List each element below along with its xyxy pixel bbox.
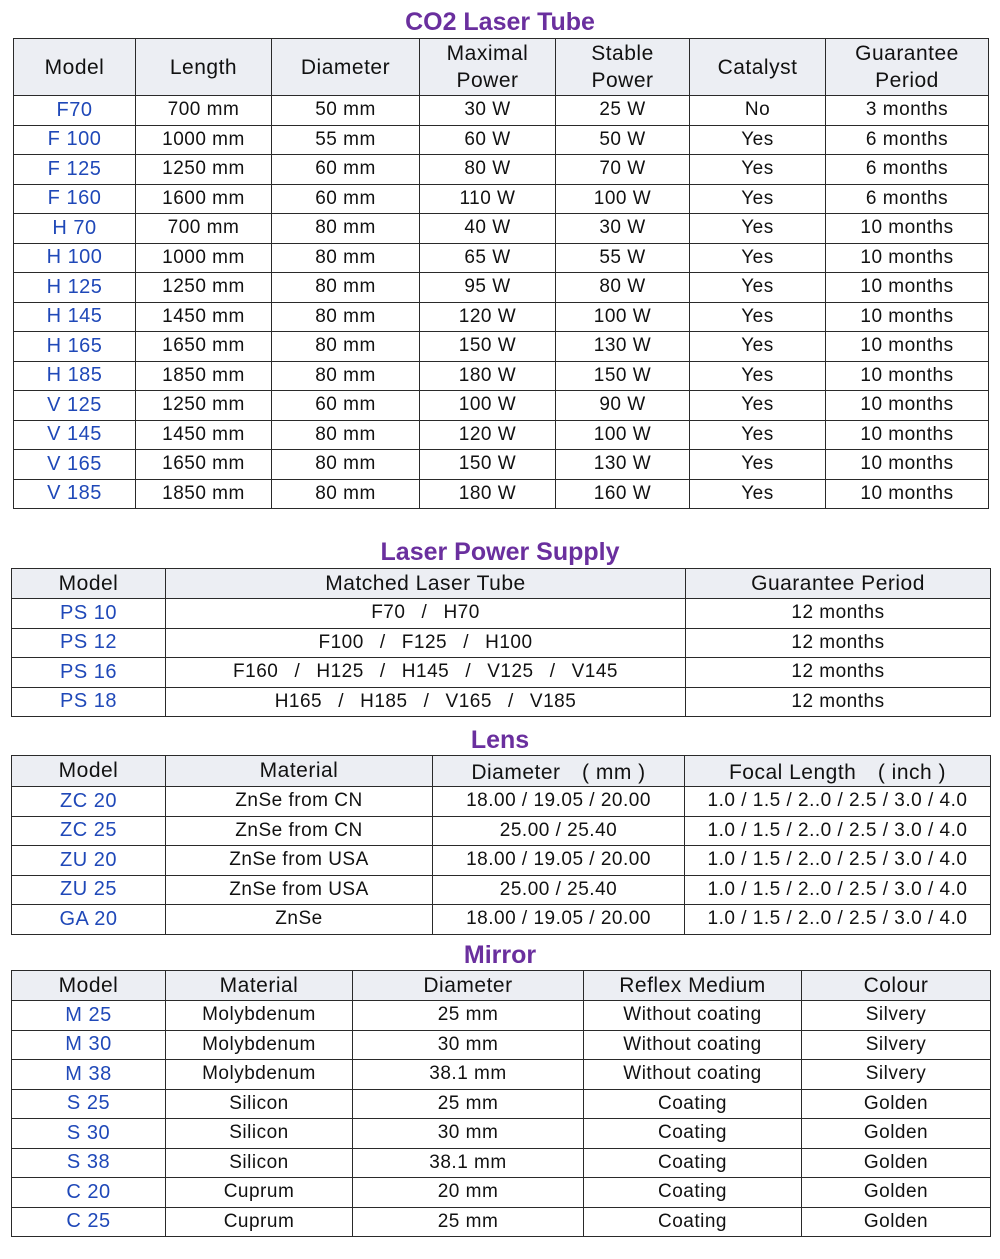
tube-model: F70 (371, 602, 406, 624)
table-cell: 30 W (556, 214, 690, 244)
lens-header (12, 756, 991, 787)
table-cell: 25.00 / 25.40 (433, 875, 685, 905)
table-cell: 90 W (556, 391, 690, 421)
co2-tube-row (14, 361, 989, 391)
table-cell: 10 months (826, 450, 989, 480)
lens-table (11, 755, 991, 935)
separator: / (463, 631, 469, 653)
model-cell: H 70 (14, 214, 136, 244)
table-cell: Yes (690, 302, 826, 332)
table-cell: 25 W (556, 96, 690, 126)
mirror-row (12, 1148, 991, 1178)
mirror-row (12, 1030, 991, 1060)
tube-model: V125 (487, 661, 534, 683)
table-cell: 60 W (420, 125, 556, 155)
table-cell: 1.0 / 1.5 / 2..0 / 2.5 / 3.0 / 4.0 (685, 787, 991, 817)
table-cell: Yes (690, 479, 826, 509)
table-cell: Without coating (584, 1060, 802, 1090)
co2-tube-row (14, 125, 989, 155)
model-cell: ZC 20 (12, 787, 166, 817)
table-cell: 1650 mm (136, 450, 272, 480)
co2-tube-row (14, 332, 989, 362)
table-cell: Molybdenum (166, 1001, 353, 1031)
separator: / (294, 661, 301, 683)
column-header: Maximal Power (420, 39, 556, 96)
mirror-table (11, 970, 991, 1237)
table-cell: 10 months (826, 332, 989, 362)
table-cell: Yes (690, 214, 826, 244)
table-cell: 55 W (556, 243, 690, 273)
matched-tubes-cell (166, 687, 686, 717)
model-cell: PS 18 (12, 687, 166, 717)
table-cell: 25 mm (353, 1001, 584, 1031)
table-cell: 65 W (420, 243, 556, 273)
table-cell: Golden (802, 1148, 991, 1178)
table-cell: 25.00 / 25.40 (433, 816, 685, 846)
co2-tube-row (14, 184, 989, 214)
table-cell: Coating (584, 1148, 802, 1178)
table-cell: 80 mm (272, 361, 420, 391)
table-cell: 1.0 / 1.5 / 2..0 / 2.5 / 3.0 / 4.0 (685, 905, 991, 935)
co2-tube-title: CO2 Laser Tube (405, 8, 595, 36)
model-cell: S 38 (12, 1148, 166, 1178)
table-cell: 100 W (556, 184, 690, 214)
table-cell: No (690, 96, 826, 126)
table-cell: 180 W (420, 361, 556, 391)
model-cell: C 20 (12, 1178, 166, 1208)
separator: / (421, 602, 428, 624)
table-cell: Silvery (802, 1030, 991, 1060)
table-cell: Yes (690, 332, 826, 362)
tube-model: V185 (529, 690, 577, 712)
matched-tubes-cell (166, 599, 686, 629)
table-cell: 10 months (826, 391, 989, 421)
model-cell: H 125 (14, 273, 136, 303)
column-header: Stable Power (556, 39, 690, 96)
table-cell: 130 W (556, 450, 690, 480)
table-cell: Silvery (802, 1060, 991, 1090)
column-header: Reflex Medium (584, 971, 802, 1001)
co2-tube-row (14, 155, 989, 185)
table-cell: Without coating (584, 1030, 802, 1060)
table-cell: 30 mm (353, 1119, 584, 1149)
table-cell: 60 mm (272, 391, 420, 421)
separator: / (423, 690, 430, 712)
power-supply-row (12, 687, 991, 717)
co2-tube-row (14, 450, 989, 480)
model-cell: ZU 20 (12, 846, 166, 876)
column-header: Diameter (353, 971, 584, 1001)
mirror-header (12, 971, 991, 1001)
co2-tube-row (14, 96, 989, 126)
column-header: Diameter (272, 39, 420, 96)
lens-row (12, 875, 991, 905)
table-cell: 700 mm (136, 96, 272, 126)
table-cell: 1450 mm (136, 420, 272, 450)
column-header: Model (12, 756, 166, 787)
table-cell: Cuprum (166, 1207, 353, 1237)
separator: / (379, 661, 386, 683)
tube-model: H145 (401, 661, 450, 683)
table-cell: 100 W (420, 391, 556, 421)
table-cell: 55 mm (272, 125, 420, 155)
tube-model: H125 (316, 661, 364, 683)
table-cell: 150 W (420, 450, 556, 480)
table-cell: Silvery (802, 1001, 991, 1031)
table-cell: Silicon (166, 1119, 353, 1149)
co2-tube-row (14, 420, 989, 450)
table-cell: 1250 mm (136, 155, 272, 185)
table-cell: 25 mm (353, 1207, 584, 1237)
table-cell: 6 months (826, 184, 989, 214)
table-cell: Yes (690, 273, 826, 303)
table-cell: 1.0 / 1.5 / 2..0 / 2.5 / 3.0 / 4.0 (685, 816, 991, 846)
table-cell: 80 mm (272, 214, 420, 244)
table-cell: 80 mm (272, 273, 420, 303)
table-cell: 1850 mm (136, 479, 272, 509)
table-cell: 1000 mm (136, 243, 272, 273)
table-cell: 60 mm (272, 155, 420, 185)
power-supply-header (12, 569, 991, 599)
table-cell: 1.0 / 1.5 / 2..0 / 2.5 / 3.0 / 4.0 (685, 875, 991, 905)
table-cell: Yes (690, 391, 826, 421)
table-cell: 50 mm (272, 96, 420, 126)
table-cell: Silicon (166, 1089, 353, 1119)
model-cell: M 25 (12, 1001, 166, 1031)
column-header: Model (12, 971, 166, 1001)
table-cell: Yes (690, 361, 826, 391)
table-cell: 12 months (686, 687, 991, 717)
table-cell: 12 months (686, 599, 991, 629)
power-supply-title: Laser Power Supply (380, 538, 620, 566)
table-cell: 1600 mm (136, 184, 272, 214)
model-cell: GA 20 (12, 905, 166, 935)
column-header: Model (12, 569, 166, 599)
co2-tube-row (14, 391, 989, 421)
table-cell: Coating (584, 1119, 802, 1149)
table-cell: 30 mm (353, 1030, 584, 1060)
table-cell: 38.1 mm (353, 1148, 584, 1178)
table-cell: 180 W (420, 479, 556, 509)
mirror-row (12, 1001, 991, 1031)
table-cell: 120 W (420, 302, 556, 332)
power-supply-row (12, 658, 991, 688)
tube-model: H185 (360, 690, 408, 712)
table-cell: Without coating (584, 1001, 802, 1031)
column-header: Focal Length ( inch ) (685, 756, 991, 787)
table-cell: Yes (690, 184, 826, 214)
column-header: Colour (802, 971, 991, 1001)
table-cell: Cuprum (166, 1178, 353, 1208)
model-cell: PS 12 (12, 628, 166, 658)
model-cell: S 25 (12, 1089, 166, 1119)
table-cell: 18.00 / 19.05 / 20.00 (433, 846, 685, 876)
table-cell: 12 months (686, 658, 991, 688)
table-cell: Coating (584, 1178, 802, 1208)
table-cell: 20 mm (353, 1178, 584, 1208)
co2-tube-row (14, 302, 989, 332)
table-cell: 1650 mm (136, 332, 272, 362)
table-cell: 95 W (420, 273, 556, 303)
tube-model: F125 (401, 631, 448, 653)
table-cell: 12 months (686, 628, 991, 658)
mirror-row (12, 1089, 991, 1119)
column-header: Guarantee Period (826, 39, 989, 96)
co2-tube-header (14, 39, 989, 96)
table-cell: 700 mm (136, 214, 272, 244)
mirror-row (12, 1178, 991, 1208)
table-cell: ZnSe from USA (166, 875, 433, 905)
separator: / (465, 661, 472, 683)
tube-model: F100 (318, 631, 364, 653)
table-cell: 120 W (420, 420, 556, 450)
column-header: Material (166, 971, 353, 1001)
table-cell: 100 W (556, 420, 690, 450)
tube-model: F160 (233, 661, 279, 683)
table-cell: 130 W (556, 332, 690, 362)
lens-row (12, 846, 991, 876)
column-header: Guarantee Period (686, 569, 991, 599)
table-cell: 10 months (826, 479, 989, 509)
power-supply-row (12, 628, 991, 658)
table-cell: 1250 mm (136, 391, 272, 421)
column-header: Matched Laser Tube (166, 569, 686, 599)
column-header: Length (136, 39, 272, 96)
table-cell: 3 months (826, 96, 989, 126)
table-cell: ZnSe from USA (166, 846, 433, 876)
table-cell: 80 W (556, 273, 690, 303)
table-cell: 38.1 mm (353, 1060, 584, 1090)
co2-tube-row (14, 243, 989, 273)
table-cell: Yes (690, 125, 826, 155)
model-cell: ZU 25 (12, 875, 166, 905)
lens-row (12, 905, 991, 935)
table-cell: 80 W (420, 155, 556, 185)
table-cell: 10 months (826, 302, 989, 332)
table-cell: 40 W (420, 214, 556, 244)
mirror-title: Mirror (463, 941, 537, 969)
table-cell: Yes (690, 420, 826, 450)
column-header: Material (166, 756, 433, 787)
table-cell: Coating (584, 1089, 802, 1119)
table-cell: 1850 mm (136, 361, 272, 391)
power-supply-row (12, 599, 991, 629)
table-cell: 80 mm (272, 243, 420, 273)
table-cell: ZnSe (166, 905, 433, 935)
model-cell: PS 10 (12, 599, 166, 629)
column-header: Model (14, 39, 136, 96)
table-cell: 150 W (556, 361, 690, 391)
table-cell: 150 W (420, 332, 556, 362)
model-cell: PS 16 (12, 658, 166, 688)
table-cell: 10 months (826, 273, 989, 303)
table-cell: 60 mm (272, 184, 420, 214)
table-cell: 10 months (826, 361, 989, 391)
model-cell: F 100 (14, 125, 136, 155)
table-cell: 80 mm (272, 332, 420, 362)
tube-model: V145 (571, 661, 618, 683)
table-cell: Molybdenum (166, 1060, 353, 1090)
table-cell: Molybdenum (166, 1030, 353, 1060)
column-header: Diameter ( mm ) (433, 756, 685, 787)
table-cell: ZnSe from CN (166, 787, 433, 817)
model-cell: V 165 (14, 450, 136, 480)
model-cell: V 145 (14, 420, 136, 450)
table-cell: 1.0 / 1.5 / 2..0 / 2.5 / 3.0 / 4.0 (685, 846, 991, 876)
model-cell: F70 (14, 96, 136, 126)
table-cell: Coating (584, 1207, 802, 1237)
table-cell: 80 mm (272, 450, 420, 480)
table-cell: 70 W (556, 155, 690, 185)
separator: / (508, 690, 514, 712)
column-header: Catalyst (690, 39, 826, 96)
table-cell: ZnSe from CN (166, 816, 433, 846)
table-cell: 80 mm (272, 302, 420, 332)
mirror-row (12, 1060, 991, 1090)
table-cell: 1250 mm (136, 273, 272, 303)
table-cell: 6 months (826, 155, 989, 185)
table-cell: Silicon (166, 1148, 353, 1178)
table-cell: 10 months (826, 214, 989, 244)
model-cell: H 165 (14, 332, 136, 362)
co2-tube-row (14, 479, 989, 509)
model-cell: V 125 (14, 391, 136, 421)
model-cell: V 185 (14, 479, 136, 509)
co2-tube-table (13, 38, 989, 509)
table-cell: 1450 mm (136, 302, 272, 332)
matched-tubes-cell (166, 658, 686, 688)
table-cell: Golden (802, 1207, 991, 1237)
lens-row (12, 816, 991, 846)
table-cell: Yes (690, 450, 826, 480)
table-cell: 100 W (556, 302, 690, 332)
matched-tubes-cell (166, 628, 686, 658)
model-cell: S 30 (12, 1119, 166, 1149)
model-cell: C 25 (12, 1207, 166, 1237)
table-cell: 10 months (826, 420, 989, 450)
model-cell: M 30 (12, 1030, 166, 1060)
model-cell: F 160 (14, 184, 136, 214)
separator: / (379, 631, 386, 653)
table-cell: 30 W (420, 96, 556, 126)
power-supply-table (11, 568, 991, 717)
table-cell: Golden (802, 1178, 991, 1208)
table-cell: 18.00 / 19.05 / 20.00 (433, 905, 685, 935)
table-cell: 160 W (556, 479, 690, 509)
separator: / (338, 690, 345, 712)
table-cell: Golden (802, 1119, 991, 1149)
mirror-row (12, 1119, 991, 1149)
table-cell: 80 mm (272, 420, 420, 450)
separator: / (549, 661, 556, 683)
co2-tube-row (14, 273, 989, 303)
table-cell: 50 W (556, 125, 690, 155)
table-cell: 10 months (826, 243, 989, 273)
co2-tube-row (14, 214, 989, 244)
model-cell: M 38 (12, 1060, 166, 1090)
table-cell: Yes (690, 155, 826, 185)
table-cell: 110 W (420, 184, 556, 214)
tube-model: H100 (485, 631, 533, 653)
table-cell: Yes (690, 243, 826, 273)
table-cell: 1000 mm (136, 125, 272, 155)
mirror-row (12, 1207, 991, 1237)
table-cell: Golden (802, 1089, 991, 1119)
model-cell: H 185 (14, 361, 136, 391)
tube-model: H70 (443, 602, 480, 624)
tube-model: V165 (445, 690, 492, 712)
lens-row (12, 787, 991, 817)
model-cell: F 125 (14, 155, 136, 185)
table-cell: 80 mm (272, 479, 420, 509)
table-cell: 6 months (826, 125, 989, 155)
table-cell: 18.00 / 19.05 / 20.00 (433, 787, 685, 817)
model-cell: H 100 (14, 243, 136, 273)
model-cell: ZC 25 (12, 816, 166, 846)
lens-title: Lens (470, 726, 530, 754)
tube-model: H165 (274, 690, 323, 712)
table-cell: 25 mm (353, 1089, 584, 1119)
model-cell: H 145 (14, 302, 136, 332)
